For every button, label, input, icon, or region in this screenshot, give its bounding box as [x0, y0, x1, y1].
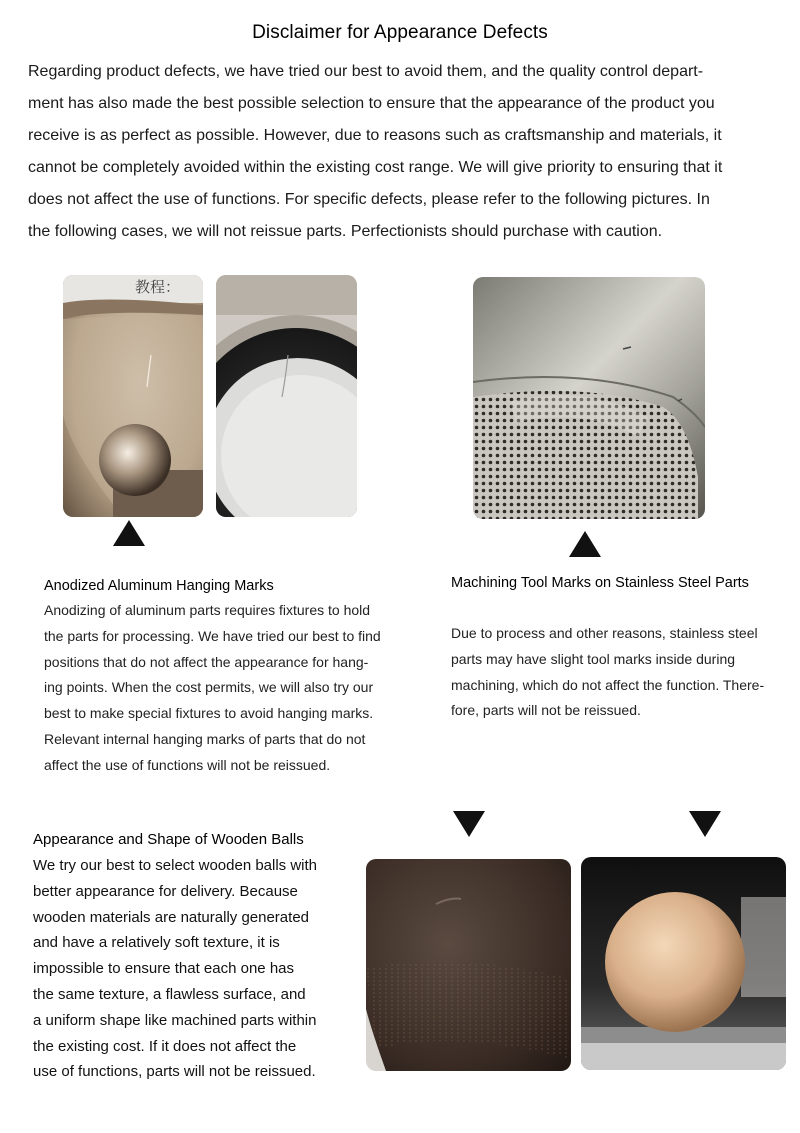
steel-line: fore, parts will not be reissued. [451, 702, 641, 719]
aluminum-section-title: Anodized Aluminum Hanging Marks [44, 578, 274, 594]
aluminum-line: affect the use of functions will not be reissued. [44, 756, 331, 773]
steel-line: machining, which do not affect the function. There- [451, 676, 765, 693]
wood-line: the existing cost. If it does not affect the [33, 1037, 297, 1055]
wood-section-body [33, 853, 317, 1085]
wood-line: wooden materials are naturally generated [33, 908, 309, 926]
steel-section-body [451, 621, 764, 724]
aluminum-line: Anodizing of aluminum parts requires fixtures to hold [44, 602, 371, 618]
arrow-down-triangle-icon [689, 811, 721, 837]
aluminum-section-body [44, 598, 381, 779]
steel-line: Due to process and other reasons, stainless steel [451, 625, 758, 641]
aluminum-line: positions that do not affect the appearance for hang- [44, 653, 369, 670]
aluminum-line: Relevant internal hanging marks of parts that do not [44, 730, 366, 747]
aluminum-hanging-mark-photo-2 [216, 275, 357, 517]
intro-line: cannot be completely avoided within the existing cost range. We will give priority to ensuring that it [28, 159, 723, 176]
page-title: Disclaimer for Appearance Defects [252, 22, 548, 43]
intro-paragraph [28, 56, 778, 248]
wood-line: a uniform shape like machined parts within [33, 1011, 317, 1029]
arrow-up-triangle-icon [113, 520, 145, 546]
wood-line: better appearance for delivery. Because [33, 882, 298, 900]
wooden-ball-photo [581, 857, 786, 1070]
aluminum-line: best to make special fixtures to avoid hanging marks. [44, 705, 374, 722]
aluminum-line: the parts for processing. We have tried our best to find [44, 627, 381, 644]
wood-line: the same texture, a flawless surface, and [33, 985, 306, 1003]
steel-line: parts may have slight tool marks inside during [451, 650, 736, 667]
arrow-down-triangle-icon [453, 811, 485, 837]
wooden-surface-photo [366, 859, 571, 1071]
wood-line: We try our best to select wooden balls with [33, 857, 318, 874]
intro-line: ment has also made the best possible selection to ensure that the appearance of the product you [28, 95, 715, 112]
intro-line: receive is as perfect as possible. However, due to reasons such as craftsmanship and materials, it [28, 127, 722, 144]
wood-section-title: Appearance and Shape of Wooden Balls [33, 831, 304, 848]
intro-line: Regarding product defects, we have tried our best to avoid them, and the quality control depart- [28, 63, 704, 80]
wood-line: and have a relatively soft texture, it is [33, 934, 280, 952]
paper-label: 教程： [135, 278, 181, 296]
aluminum-hanging-mark-photo-1 [63, 275, 203, 517]
wood-line: impossible to ensure that each one has [33, 960, 294, 978]
steel-section-title: Machining Tool Marks on Stainless Steel Parts [451, 575, 749, 591]
stainless-steel-tool-mark-photo [473, 277, 705, 519]
intro-line: does not affect the use of functions. For specific defects, please refer to the following pictures. In [28, 191, 710, 208]
wood-line: use of functions, parts will not be reissued. [33, 1063, 316, 1081]
arrow-up-triangle-icon [569, 531, 601, 557]
intro-line: the following cases, we will not reissue parts. Perfectionists should purchase with caution. [28, 223, 663, 240]
aluminum-line: ing points. When the cost permits, we will also try our [44, 679, 374, 696]
